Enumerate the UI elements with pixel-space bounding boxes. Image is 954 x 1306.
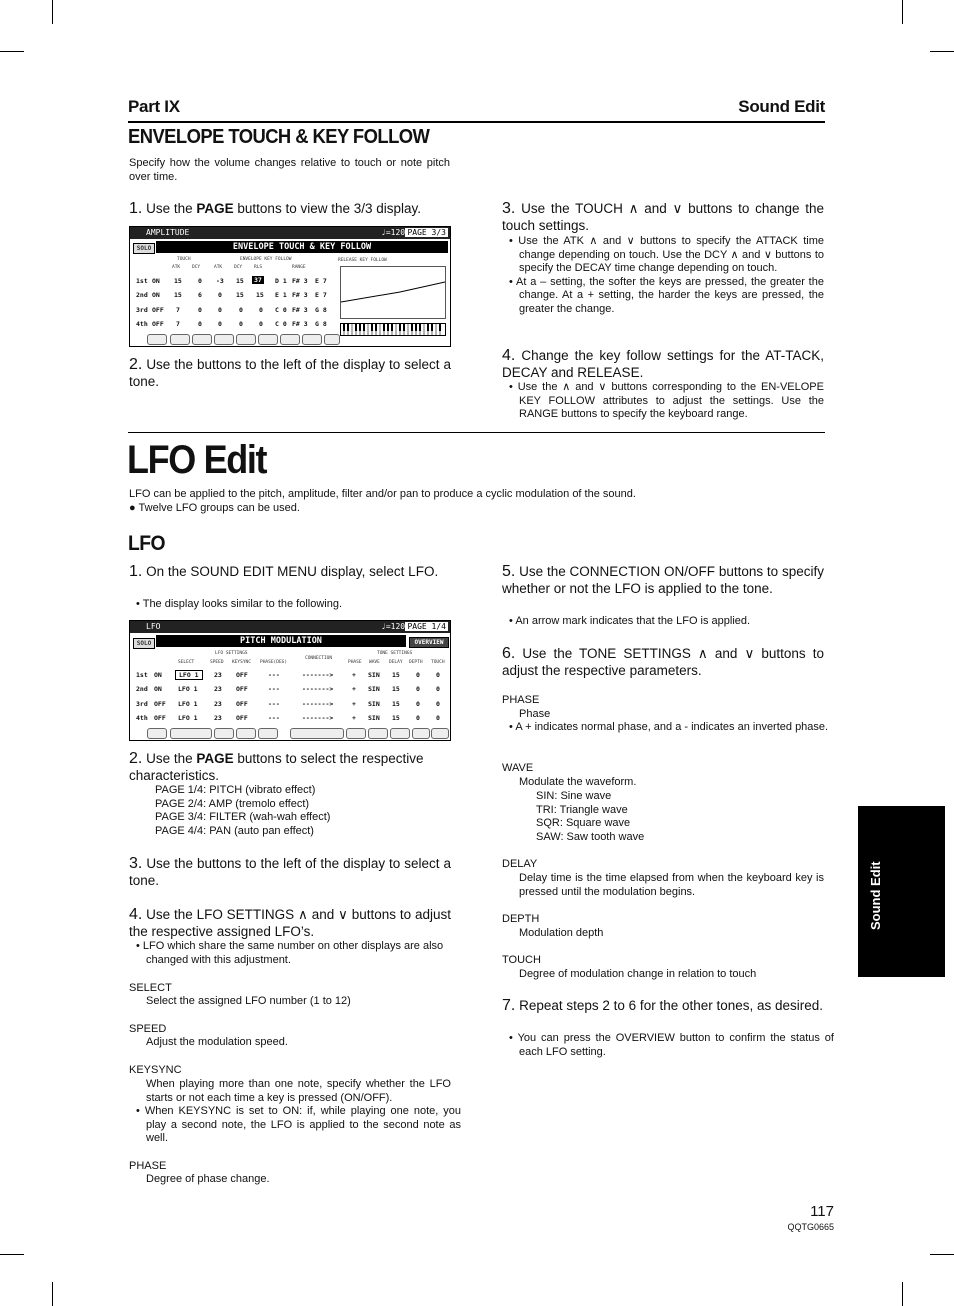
term-keysync: KEYSYNC	[129, 1064, 182, 1076]
envelope-intro: Specify how the volume changes relative to touch or note pitch over time.	[129, 157, 450, 183]
up-down-button[interactable]	[368, 728, 388, 739]
crop-mark	[0, 51, 24, 52]
up-down-button[interactable]	[170, 334, 190, 345]
term-touch: TOUCH	[502, 954, 541, 966]
crop-mark	[0, 1254, 24, 1255]
up-down-button[interactable]	[324, 334, 340, 345]
solo-button[interactable]: SOLO	[133, 243, 155, 254]
term-select: SELECT	[129, 982, 172, 994]
list-item: PAGE 4/4: PAN (auto pan effect)	[155, 824, 314, 837]
envelope-step-3-bullets	[509, 235, 824, 316]
crop-mark	[902, 0, 903, 24]
release-graph	[340, 266, 446, 319]
col-header: DCY	[192, 265, 201, 270]
col-header: SELECT	[178, 660, 195, 665]
term-desc: Adjust the modulation speed.	[146, 1036, 288, 1048]
up-down-button[interactable]	[236, 334, 256, 345]
term-desc: Select the assigned LFO number (1 to 12)	[146, 995, 351, 1007]
screen-title: ENVELOPE TOUCH & KEY FOLLOW	[156, 241, 448, 253]
header-rule	[128, 121, 825, 123]
group-tone-label: TONE SETTINGS	[377, 651, 413, 656]
up-down-button[interactable]	[302, 334, 322, 345]
term-desc: Modulate the waveform.	[519, 776, 637, 788]
col-header: PHASE	[348, 660, 362, 665]
release-label: RELEASE KEY FOLLOW	[338, 258, 387, 263]
crop-mark	[930, 1254, 954, 1255]
bullet: • Use the ∧ and ∨ buttons corresponding to the EN-VELOPE KEY FOLLOW attributes to adjust the settings. Use the RANGE buttons to specify the keyboard range.	[509, 381, 824, 420]
group-lfo-label: LFO SETTINGS	[215, 651, 248, 656]
col-header: TOUCH	[431, 660, 445, 665]
connection-on-off-button[interactable]	[290, 728, 344, 739]
up-down-button[interactable]	[214, 334, 234, 345]
list-item: SQR: Square wave	[536, 817, 631, 829]
envelope-step-4: 4. Change the key follow settings for the AT-TACK, DECAY and RELEASE.	[502, 347, 824, 380]
lfo-step-4: 4. Use the LFO SETTINGS ∧ and ∨ buttons to adjust the respective assigned LFO’s.	[129, 906, 451, 939]
list-item: PAGE 1/4: PITCH (vibrato effect)	[155, 784, 316, 796]
term-desc: Phase	[519, 708, 551, 720]
side-tab-label: Sound Edit	[868, 861, 883, 930]
group-touch-label: TOUCH	[177, 257, 191, 262]
envelope-step-3: 3. Use the TOUCH ∧ and ∨ buttons to change the touch settings.	[502, 200, 824, 233]
term-phase: PHASE	[129, 1160, 167, 1172]
lfo-step-2: 2. Use the PAGE buttons to select the respective characteristics.	[129, 750, 424, 783]
lfo-step-3: 3. Use the buttons to the left of the display to select a tone.	[129, 855, 451, 888]
envelope-title: ENVELOPE TOUCH & KEY FOLLOW	[128, 126, 430, 148]
list-item: PAGE 3/4: FILTER (wah-wah effect)	[155, 811, 331, 823]
page-list	[155, 784, 330, 838]
lfo-screen: LFO ♩=120 PAGE 1/4 SOLO PITCH MODULATION OVERVIEW LFO SETTINGS CONNECTION TONE SETTINGS SELECT SPEED KEYSYNC PHASE(DEG) PHASE WAVE DELAY DEPTH TOUCH 1st ON LFO 1 23 OFF --- -------> + SIN 15 0 0 2nd ON LFO 1 23 OFF --- -------> + SIN 15 0 0 3rd OFF LFO 1 23 OFF --- -------> + SIN 15 0 0 4th OFF LFO 1 23 OFF --- -------> + SIN 15 0 0	[129, 620, 451, 741]
keyboard-icon	[340, 323, 446, 336]
col-header: DELAY	[389, 660, 403, 665]
term-desc: When playing more than one note, specify whether the LFO starts or not each time a key is pressed (ON/OFF).	[146, 1078, 451, 1104]
part-label: Part IX	[128, 97, 180, 116]
overview-button[interactable]: OVERVIEW	[409, 637, 449, 648]
bullet: • The display looks similar to the following.	[136, 598, 343, 610]
term-wave: WAVE	[502, 762, 534, 774]
col-header: RANGE	[292, 265, 306, 270]
bullet: • You can press the OVERVIEW button to confirm the status of each LFO setting.	[509, 1032, 834, 1058]
lfo-step-1: 1. On the SOUND EDIT MENU display, select LFO.	[129, 563, 439, 580]
bullet: • Use the ATK ∧ and ∨ buttons to specify the ATTACK time change depending on touch. Use the DCY ∧ and ∨ buttons to specify the DECAY time change depending on touch.	[509, 235, 824, 274]
wave-list	[536, 790, 644, 844]
col-header: SPEED	[210, 660, 224, 665]
envelope-step-4-bullets	[509, 381, 824, 422]
crop-mark	[52, 0, 53, 24]
term-desc: Delay time is the time elapsed from when the keyboard key is pressed until the modulation begins.	[519, 872, 824, 898]
bullet: • When KEYSYNC is set to ON: if, while playing one note, you play a second note, the LFO is applied to the second note as well.	[136, 1105, 461, 1144]
up-down-button[interactable]	[412, 728, 430, 739]
on-off-button[interactable]	[236, 728, 256, 739]
up-down-button[interactable]	[258, 728, 278, 739]
group-ekf-label: ENVELOPE KEY FOLLOW	[240, 257, 292, 262]
lfo-intro-bullet: ● Twelve LFO groups can be used.	[129, 502, 300, 514]
section-divider	[128, 432, 825, 433]
term-phase: PHASE	[502, 694, 540, 706]
list-item: PAGE 2/4: AMP (tremolo effect)	[155, 797, 310, 810]
section-label: Sound Edit	[738, 97, 825, 116]
up-down-button[interactable]	[390, 728, 410, 739]
screen-title-bar: LFO ♩=120 PAGE 1/4	[130, 621, 450, 633]
col-header: ATK	[172, 265, 181, 270]
lfo-step-5: 5. Use the CONNECTION ON/OFF buttons to specify whether or not the LFO is applied to the tone.	[502, 563, 824, 596]
envelope-step-2: 2. Use the buttons to the left of the display to select a tone.	[129, 356, 451, 389]
group-connection-label: CONNECTION	[305, 656, 333, 661]
solo-button[interactable]: SOLO	[133, 638, 155, 649]
screen-title-bar: AMPLITUDE ♩=120 PAGE 3/3	[130, 227, 450, 239]
col-header: ATK	[214, 265, 223, 270]
bullet: • An arrow mark indicates that the LFO is applied.	[509, 615, 751, 627]
term-desc: Degree of phase change.	[146, 1173, 270, 1185]
envelope-step-1: 1. Use the PAGE buttons to view the 3/3 display.	[129, 200, 422, 217]
crop-mark	[930, 51, 954, 52]
on-off-button[interactable]	[147, 728, 167, 739]
term-depth: DEPTH	[502, 913, 540, 925]
on-off-button[interactable]	[147, 334, 167, 345]
list-item: TRI: Triangle wave	[536, 803, 628, 816]
list-item: SIN: Sine wave	[536, 790, 612, 802]
crop-mark	[52, 1282, 53, 1306]
term-delay: DELAY	[502, 858, 538, 870]
term-desc: Modulation depth	[519, 927, 604, 939]
bullet: • At a – setting, the softer the keys are pressed, the greater the change. At a + setting, the harder the keys are pressed, the greater the change.	[509, 275, 824, 315]
col-header: PHASE(DEG)	[260, 660, 288, 665]
bullet: • A + indicates normal phase, and a - indicates an inverted phase.	[509, 721, 829, 733]
term-speed: SPEED	[129, 1023, 167, 1035]
up-down-button[interactable]	[258, 334, 278, 345]
bullet: • LFO which share the same number on other displays are also changed with this adjustment.	[136, 940, 444, 966]
screen-title: PITCH MODULATION	[156, 635, 406, 647]
col-header: DCY	[234, 265, 243, 270]
up-down-button[interactable]	[214, 728, 234, 739]
up-down-button[interactable]	[431, 728, 449, 739]
doc-code: QQTG0665	[787, 1222, 834, 1232]
up-down-button[interactable]	[170, 728, 212, 739]
col-header: DEPTH	[409, 660, 423, 665]
crop-mark	[902, 1282, 903, 1306]
envelope-screen: AMPLITUDE ♩=120 PAGE 3/3 SOLO ENVELOPE TOUCH & KEY FOLLOW TOUCH ENVELOPE KEY FOLLOW RELEASE KEY FOLLOW ATK DCY ATK DCY RLS RANGE 1st ON 15 0 -3 15 37 D 1 F# 3 E 7 2nd ON 15 6 0 15 15 E 1 F# 3 E 7 3rd OFF 7 0 0 0 0 C 0 F# 3 G 8 4th OFF 7 0 0 0 0 C 0 F# 3 G 8	[129, 226, 451, 347]
term-desc: Degree of modulation change in relation to touch	[519, 968, 757, 980]
lfo-step-6: 6. Use the TONE SETTINGS ∧ and ∨ buttons to adjust the respective parameters.	[502, 645, 824, 678]
lfo-intro: LFO can be applied to the pitch, amplitude, filter and/or pan to produce a cyclic modulation of the sound.	[129, 488, 636, 500]
up-down-button[interactable]	[192, 334, 212, 345]
lfo-edit-title: LFO Edit	[127, 438, 267, 482]
col-header: KEYSYNC	[232, 660, 251, 665]
lfo-step-7: 7. Repeat steps 2 to 6 for the other tones, as desired.	[502, 997, 824, 1014]
col-header: RLS	[254, 265, 263, 270]
up-down-button[interactable]	[346, 728, 366, 739]
lfo-subtitle: LFO	[128, 532, 165, 555]
up-down-button[interactable]	[280, 334, 300, 345]
col-header: WAVE	[369, 660, 380, 665]
list-item: SAW: Saw tooth wave	[536, 830, 645, 843]
page-number: 117	[810, 1203, 834, 1220]
